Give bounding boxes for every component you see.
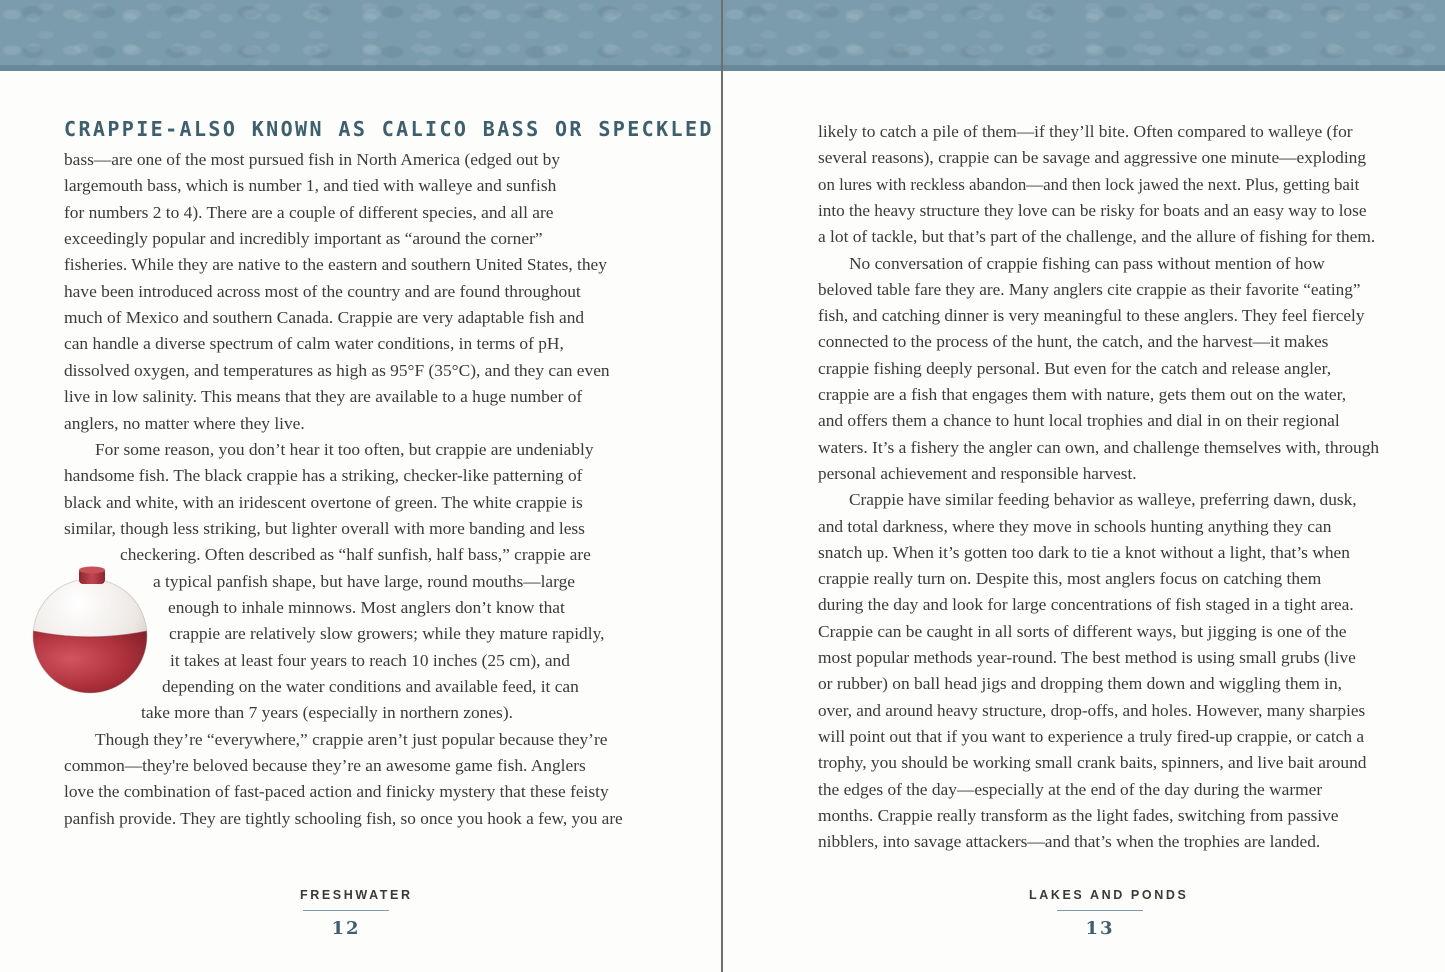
fishing-bobber-icon (28, 564, 152, 694)
text-line: black and white, with an iridescent overtone of green. The white crappie is (64, 492, 583, 512)
text-line: anglers, no matter where they live. (64, 413, 305, 433)
section-heading: CRAPPIE-ALSO KNOWN AS CALICO BASS OR SPECKLED (64, 117, 714, 141)
text-line: months. Crappie really transform as the light fades, switching from passive (818, 805, 1339, 825)
text-line: handsome fish. The black crappie has a striking, checker-like patterning of (64, 466, 583, 486)
text-line: can handle a diverse spectrum of calm water conditions, in terms of pH, (64, 334, 564, 354)
text-line: a lot of tackle, but that’s part of the challenge, and the allure of fishing for them. (818, 227, 1376, 247)
page-number: 13 (1085, 918, 1115, 939)
text-line: crappie really turn on. Despite this, most anglers focus on catching them (818, 569, 1322, 589)
text-line: and total darkness, where they move in schools hunting anything they can (818, 516, 1332, 536)
decorative-water-band (0, 0, 721, 71)
text-line: personal achievement and responsible harvest. (818, 463, 1137, 483)
text-line: dissolved oxygen, and temperatures as high as 95°F (35°C), and they can even (64, 360, 610, 380)
decorative-water-band (723, 0, 1445, 71)
text-line: likely to catch a pile of them—if they’ll bite. Often compared to walleye (for (818, 122, 1353, 141)
footer-rule (303, 910, 389, 911)
text-line: into the heavy structure they love can be risky for boats and an easy way to lose (818, 200, 1367, 220)
text-line: waters. It’s a fishery the angler can own, and challenge themselves with, through (818, 437, 1380, 457)
text-line: take more than 7 years (especially in northern zones). (141, 703, 513, 723)
text-line: will point out that if you want to experience a truly fired-up crappie, or catch a (818, 726, 1365, 746)
text-line: crappie fishing deeply personal. But even for the catch and release angler, (818, 358, 1332, 378)
footer-label: FRESHWATER (300, 888, 413, 902)
text-line: fish, and catching dinner is very meaningful to these anglers. They feel fiercely (818, 306, 1365, 326)
text-line: much of Mexico and southern Canada. Crappie are very adaptable fish and (64, 308, 585, 328)
text-line: fisheries. While they are native to the eastern and southern United States, they (64, 255, 607, 275)
text-line: crappie are relatively slow growers; while they mature rapidly, (169, 624, 605, 644)
text-line: or rubber) on ball head jigs and dropping them down and wiggling them in, (818, 674, 1343, 694)
text-line: Though they’re “everywhere,” crappie aren’t just popular because they’re (95, 729, 608, 749)
text-line: several reasons), crappie can be savage and aggressive one minute—exploding (818, 148, 1367, 168)
text-line: nibblers, into savage attackers—and that’s when the trophies are landed. (818, 832, 1321, 852)
text-line: common—they're beloved because they’re an awesome game fish. Anglers (64, 756, 586, 776)
text-line: trophy, you should be working small crank baits, spinners, and live bait around (818, 753, 1367, 773)
text-line: have been introduced across most of the country and are found throughout (64, 281, 581, 301)
text-line: the edges of the day—especially at the end of the day during the warmer (818, 779, 1323, 799)
text-line: during the day and look for large concentrations of fish staged in a tight area. (818, 595, 1354, 615)
footer-rule (1057, 910, 1143, 911)
footer-label: LAKES AND PONDS (1029, 888, 1189, 902)
text-line: and offers them a chance to hunt local trophies and dial in on their regional (818, 411, 1340, 431)
text-line: For some reason, you don’t hear it too often, but crappie are undeniably (95, 439, 594, 459)
text-line: panfish provide. They are tightly schooling fish, so once you hook a few, you are (64, 808, 623, 828)
text-line: No conversation of crappie fishing can pass without mention of how (849, 253, 1325, 273)
text-line: connected to the process of the hunt, the catch, and the harvest—it makes (818, 332, 1329, 352)
text-line: Crappie can be caught in all sorts of different ways, but jigging is one of the (818, 621, 1347, 641)
text-line: over, and around heavy structure, drop-offs, and holes. However, many sharpies (818, 700, 1366, 720)
text-line: exceedingly popular and incredibly important as “around the corner” (64, 229, 543, 249)
right-page (723, 0, 1445, 972)
text-line: enough to inhale minnows. Most anglers don’t know that (168, 597, 565, 617)
text-line: checkering. Often described as “half sunfish, half bass,” crappie are (120, 545, 591, 565)
text-line: similar, though less striking, but lighter overall with more banding and less (64, 518, 585, 538)
text-line: snatch up. When it’s gotten too dark to tie a knot without a light, that’s when (818, 542, 1350, 562)
text-line: it takes at least four years to reach 10 inches (25 cm), and (170, 650, 570, 670)
left-page (0, 0, 721, 972)
text-line: a typical panfish shape, but have large, round mouths—large (153, 571, 576, 591)
text-line: depending on the water conditions and available feed, it can (162, 677, 579, 696)
text-line: on lures with reckless abandon—and then lock jawed the next. Plus, getting bait (818, 174, 1360, 194)
text-line: crappie are a fish that engages them with nature, gets them out on the water, (818, 385, 1347, 404)
text-line: live in low salinity. This means that they are available to a huge number of (64, 387, 583, 407)
text-line: largemouth bass, which is number 1, and tied with walleye and sunfish (64, 176, 557, 196)
text-line: for numbers 2 to 4). There are a couple of different species, and all are (64, 202, 554, 222)
text-line: bass—are one of the most pursued fish in North America (edged out by (64, 150, 561, 169)
text-line: beloved table fare they are. Many anglers cite crappie as their favorite “eating” (818, 279, 1361, 299)
text-line: Crappie have similar feeding behavior as walleye, preferring dawn, dusk, (849, 490, 1357, 510)
text-line: love the combination of fast-paced action and finicky mystery that these feisty (64, 782, 609, 802)
page-number: 12 (331, 918, 361, 939)
text-line: most popular methods year-round. The best method is using small grubs (live (818, 648, 1356, 667)
